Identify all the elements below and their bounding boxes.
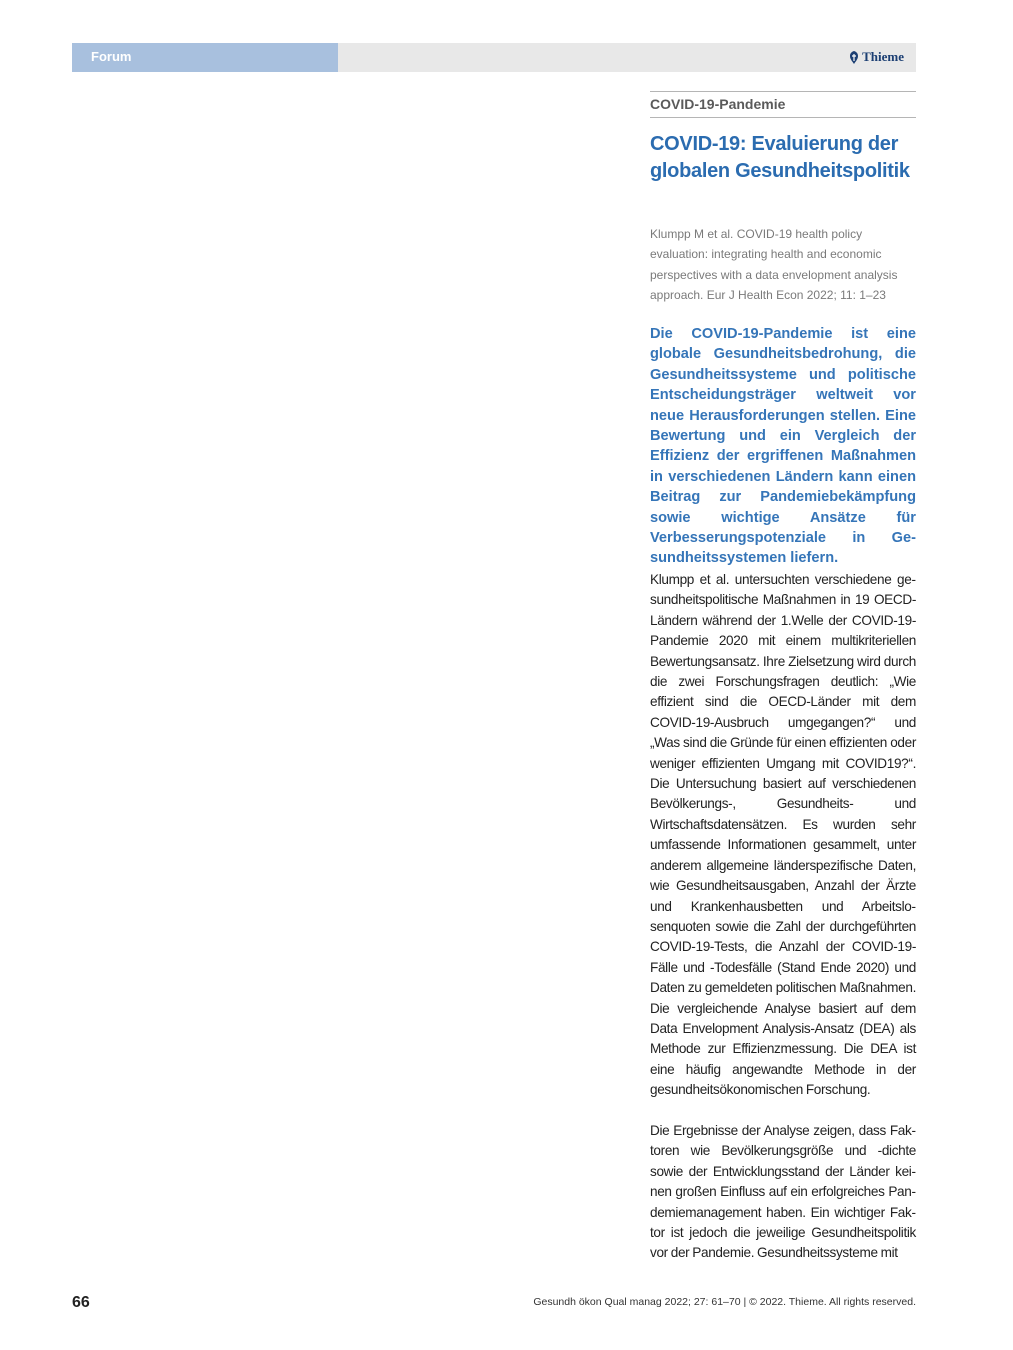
journal-reference: Gesundh ökon Qual manag 2022; 27: 61–70 | © 2022. Thieme. All rights reserved. (533, 1296, 916, 1308)
section-label: Forum (91, 49, 132, 64)
article-rubric: COVID-19-Pandemie (650, 91, 916, 118)
publisher-brand (849, 49, 904, 65)
thieme-logo-icon (849, 51, 859, 64)
body-paragraph-2: Die Ergebnisse der Analyse zeigen, dass Faktoren wie Bevölkerungsgröße und -dichte sowie der Entwicklungsstand der Länder keinen großen Einfluss auf ein erfolgreiches Pandemiemanagement haben. Ein wichtiger Faktor ist jedoch die jeweilige Gesundheitspolitik vor der Pandemie. Gesundheitssysteme mit (650, 1123, 916, 1261)
running-header (72, 43, 916, 72)
page-number: 66 (72, 1294, 90, 1311)
body-paragraph-1: Klumpp et al. untersuchten verschiedene gesundheitspolitische Maßnahmen in 19 OECD-Ländern während der 1.Welle der COVID-19-Pandemie 2020 mit einem multikriteriellen Bewertungsansatz. Ihre Zielsetzung wird durch die zwei Forschungsfragen deutlich: „Wie effizient sind die OECD-Länder mit dem COVID-19-Ausbruch umgegangen?“ und „Was sind die Gründe für einen effizienten oder weniger effizienten Umgang mit COVID19?“. Die Untersuchung basiert auf verschiedenen Bevölkerungs-, Gesundheits- und Wirtschaftsdatensätzen. Es wurden sehr umfassende Informationen gesammelt, unter anderem allgemeine länderspezifische Daten, wie Gesundheitsausgaben, Anzahl der Ärzte und Krankenhausbetten und Arbeitslosenquoten sowie die Zahl der durchgeführten COVID-19-Tests, die Anzahl der COVID-19-Fälle und -Todesfälle (Stand Ende 2020) und Daten zu gemeldeten politischen Maßnahmen. Die vergleichende Analyse basiert auf dem Data Envelopment Analysis-Ansatz (DEA) als Methode zur Effizienzmessung. Die DEA ist eine häufig angewandte Methode in der gesundheitsökonomischen Forschung. (650, 572, 916, 1098)
article-title: COVID-19: Evaluierung der globalen Gesundheitspolitik (650, 133, 910, 182)
section-label-box (72, 43, 338, 72)
publisher-name: Thieme (862, 49, 904, 64)
article-citation: Klumpp M et al. COVID-19 health policy evaluation: integrating health and economic perspectives with a data envelopment analysis approach. Eur J Health Econ 2022; 11: 1–23 (650, 227, 898, 303)
article-lead: Die COVID-19-Pandemie ist eine globale Gesundheitsbedrohung, die Gesundheitssysteme und politische Entscheidungsträger weltweit vor neue Herausforderungen stellen. Eine Bewertung und ein Vergleich der Effizienz der ergriffenen Maßnahmen in verschiedenen Ländern kann einen Beitrag zur Pandemiebekämpfung sowie wichtige Ansätze für Verbesserungspotenziale in Gesundheitssystemen liefern. (650, 326, 916, 567)
